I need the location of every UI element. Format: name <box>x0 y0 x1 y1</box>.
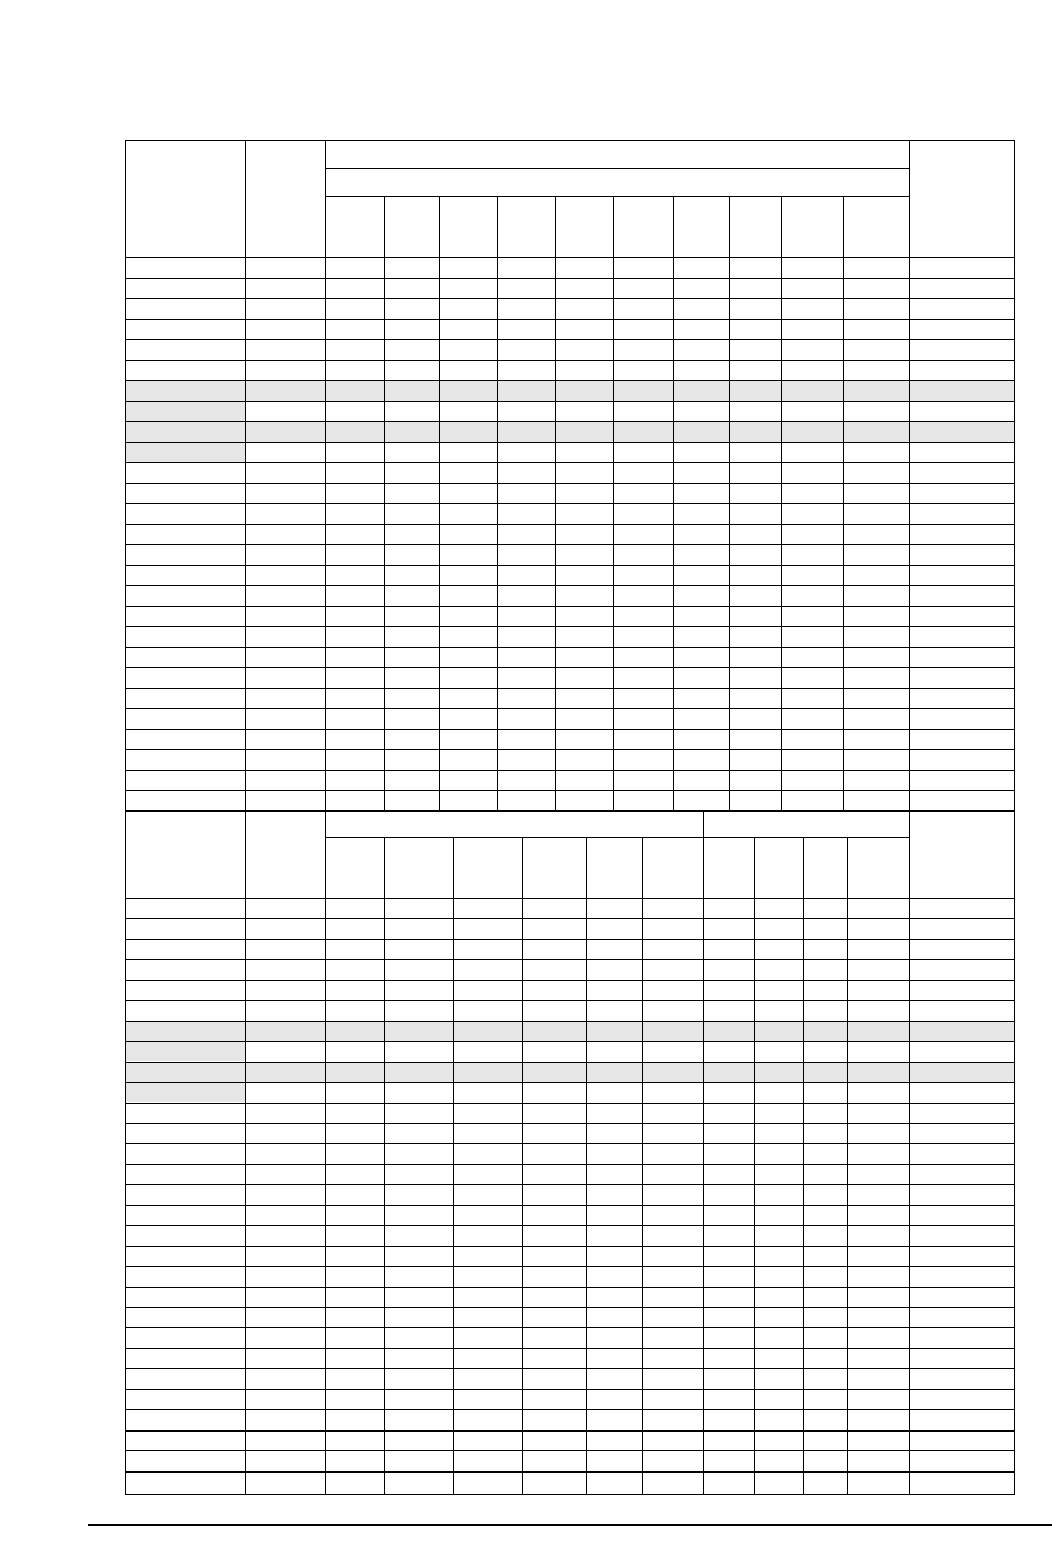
grid-rule <box>125 401 1015 402</box>
grid-rule <box>325 837 910 838</box>
grid-rule <box>754 837 755 1495</box>
grid-rule <box>125 1021 1015 1022</box>
grid-rule <box>125 360 1015 361</box>
grid-rule <box>125 339 1015 340</box>
grid-rule <box>125 1164 1015 1165</box>
grid-rule <box>125 1389 1015 1390</box>
grid-rule <box>125 749 1015 750</box>
grid-rule <box>125 1123 1015 1124</box>
grid-rule <box>909 140 910 811</box>
grid-rule <box>1014 811 1015 1495</box>
shaded-row <box>125 1062 1014 1082</box>
grid-rule <box>125 1450 1015 1451</box>
grid-rule <box>125 1348 1015 1349</box>
grid-rule <box>125 544 1015 545</box>
grid-rule <box>125 257 1015 258</box>
grid-rule <box>125 462 1015 463</box>
grid-rule <box>125 1184 1015 1185</box>
grid-rule <box>125 647 1015 648</box>
grid-rule <box>125 688 1015 689</box>
grid-rule <box>125 1471 1015 1473</box>
grid-rule <box>125 770 1015 771</box>
grid-rule <box>1014 140 1015 811</box>
grid-rule <box>125 524 1015 525</box>
shaded-row <box>125 421 1014 442</box>
shaded-cell <box>125 1082 245 1102</box>
grid-rule <box>384 837 385 1495</box>
grid-rule <box>125 1368 1015 1369</box>
grid-rule <box>125 898 1015 899</box>
shaded-cell <box>125 401 245 422</box>
shaded-cell <box>125 442 245 463</box>
grid-rule <box>125 140 1015 141</box>
grid-rule <box>125 1225 1015 1226</box>
grid-rule <box>125 1307 1015 1308</box>
grid-rule <box>642 837 643 1495</box>
grid-rule <box>125 140 126 811</box>
grid-rule <box>125 585 1015 586</box>
grid-rule <box>125 667 1015 668</box>
grid-rule <box>125 1430 1015 1432</box>
grid-rule <box>125 380 1015 381</box>
grid-rule <box>453 837 454 1495</box>
grid-rule <box>125 606 1015 607</box>
grid-rule <box>125 1041 1015 1042</box>
grid-rule <box>522 837 523 1495</box>
shaded-row <box>125 380 1014 401</box>
footer-rule <box>88 1524 1052 1526</box>
grid-rule <box>125 939 1015 940</box>
grid-rule <box>325 140 326 811</box>
grid-rule <box>125 1000 1015 1001</box>
grid-rule <box>125 278 1015 279</box>
grid-rule <box>586 837 587 1495</box>
grid-rule <box>125 1327 1015 1328</box>
grid-rule <box>125 565 1015 566</box>
grid-rule <box>125 810 1015 812</box>
grid-rule <box>125 811 126 1495</box>
grid-rule <box>325 811 326 1495</box>
grid-rule <box>125 626 1015 627</box>
shaded-row <box>125 1021 1014 1041</box>
grid-rule <box>125 1082 1015 1083</box>
grid-rule <box>125 298 1015 299</box>
grid-rule <box>125 421 1015 422</box>
grid-rule <box>125 1062 1015 1063</box>
grid-rule <box>125 503 1015 504</box>
grid-rule <box>125 1103 1015 1104</box>
grid-rule <box>245 140 246 811</box>
grid-rule <box>125 980 1015 981</box>
grid-rule <box>125 1287 1015 1288</box>
grid-rule <box>125 729 1015 730</box>
grid-rule <box>125 442 1015 443</box>
grid-rule <box>125 708 1015 709</box>
grid-rule <box>125 483 1015 484</box>
grid-rule <box>125 918 1015 919</box>
grid-rule <box>125 1409 1015 1410</box>
grid-rule <box>125 1205 1015 1206</box>
grid-rule <box>125 1143 1015 1144</box>
grid-rule <box>125 790 1015 791</box>
grid-rule <box>125 1494 1015 1495</box>
grid-rule <box>125 1266 1015 1267</box>
grid-rule <box>325 196 910 197</box>
grid-rule <box>125 1246 1015 1247</box>
grid-rule <box>909 811 910 1495</box>
shaded-cell <box>125 1041 245 1061</box>
grid-rule <box>803 837 804 1495</box>
grid-rule <box>325 168 910 169</box>
grid-rule <box>245 811 246 1495</box>
grid-rule <box>703 837 704 1495</box>
grid-rule <box>847 837 848 1495</box>
grid-rule <box>125 959 1015 960</box>
grid-rule <box>125 319 1015 320</box>
